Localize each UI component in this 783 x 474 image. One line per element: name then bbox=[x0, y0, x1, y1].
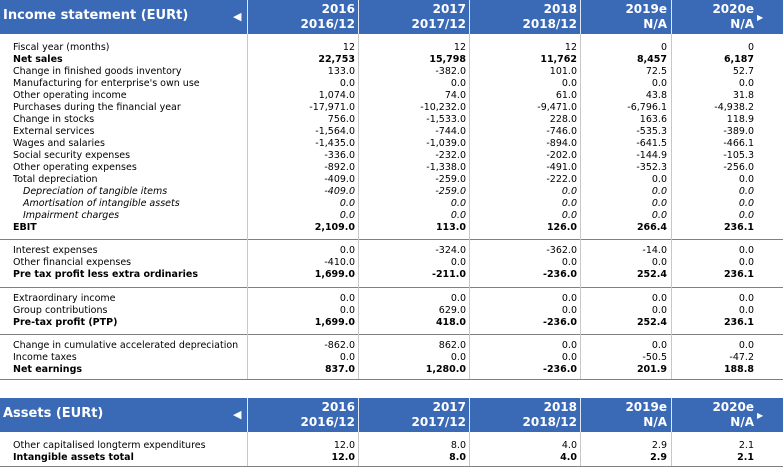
cell-value: -410.0 bbox=[324, 257, 355, 268]
cell-value: -9,471.0 bbox=[537, 102, 577, 113]
arrow-left-icon[interactable]: ◀ bbox=[233, 408, 242, 421]
cell-value: 0.0 bbox=[561, 352, 577, 363]
cell-value: 0.0 bbox=[450, 78, 466, 89]
row-label: Other operating income bbox=[13, 90, 127, 101]
assets-title: Assets (EURt) bbox=[3, 406, 104, 421]
table-row bbox=[0, 245, 783, 257]
cell-value: 126.0 bbox=[546, 222, 577, 233]
cell-value: 0.0 bbox=[738, 305, 754, 316]
header-divider bbox=[247, 398, 248, 432]
cell-value: 133.0 bbox=[327, 66, 355, 77]
cell-value: -4,938.2 bbox=[714, 102, 754, 113]
income-group-3 bbox=[0, 340, 783, 376]
table-row bbox=[0, 317, 783, 329]
cell-value: 0.0 bbox=[561, 257, 577, 268]
column-divider bbox=[671, 34, 672, 379]
cell-value: 11,762 bbox=[540, 54, 577, 65]
table-row bbox=[0, 293, 783, 305]
cell-value: 0.0 bbox=[339, 293, 355, 304]
table-row bbox=[0, 222, 783, 234]
cell-value: -862.0 bbox=[324, 340, 355, 351]
row-label: Change in stocks bbox=[13, 114, 95, 125]
cell-value: 101.0 bbox=[549, 66, 577, 77]
cell-value: 0.0 bbox=[450, 352, 466, 363]
cell-value: -389.0 bbox=[723, 126, 754, 137]
cell-value: 0.0 bbox=[450, 257, 466, 268]
cell-value: 2.1 bbox=[738, 440, 754, 451]
cell-value: 228.0 bbox=[549, 114, 577, 125]
row-label: Purchases during the financial year bbox=[13, 102, 181, 113]
row-label: Depreciation of tangible items bbox=[23, 186, 168, 197]
section-divider bbox=[0, 334, 783, 335]
table-row bbox=[0, 162, 783, 174]
column-divider bbox=[247, 34, 248, 379]
column-divider bbox=[580, 432, 581, 466]
table-row bbox=[0, 440, 783, 452]
cell-value: 837.0 bbox=[324, 364, 355, 375]
cell-value: -491.0 bbox=[546, 162, 577, 173]
cell-value: 15,798 bbox=[429, 54, 466, 65]
cell-value: 31.8 bbox=[732, 90, 754, 101]
cell-value: 4.0 bbox=[560, 452, 577, 463]
cell-value: -236.0 bbox=[543, 364, 577, 375]
cell-value: -6,796.1 bbox=[627, 102, 667, 113]
cell-value: 8.0 bbox=[449, 452, 466, 463]
cell-value: 1,699.0 bbox=[314, 317, 355, 328]
income-statement-title: Income statement (EURt) bbox=[3, 8, 189, 23]
row-label: Income taxes bbox=[13, 352, 77, 363]
row-label: Other financial expenses bbox=[13, 257, 132, 268]
cell-value: 0.0 bbox=[738, 174, 754, 185]
column-header-1: 2017 2017/12 bbox=[411, 400, 466, 429]
cell-value: 629.0 bbox=[438, 305, 466, 316]
cell-value: -382.0 bbox=[435, 66, 466, 77]
header-divider bbox=[358, 0, 359, 34]
cell-value: -14.0 bbox=[642, 245, 667, 256]
column-header-4: 2020e N/A bbox=[712, 2, 754, 31]
cell-value: 0.0 bbox=[738, 257, 754, 268]
cell-value: -746.0 bbox=[546, 126, 577, 137]
cell-value: 0.0 bbox=[339, 245, 355, 256]
section-divider bbox=[0, 466, 783, 467]
row-label: Net sales bbox=[13, 54, 63, 65]
row-label: Pre-tax profit (PTP) bbox=[13, 317, 118, 328]
table-row bbox=[0, 78, 783, 90]
section-divider bbox=[0, 379, 783, 380]
cell-value: 163.6 bbox=[639, 114, 667, 125]
cell-value: 113.0 bbox=[435, 222, 466, 233]
table-row bbox=[0, 186, 783, 198]
column-header-3: 2019e N/A bbox=[625, 2, 667, 31]
row-label: Other operating expenses bbox=[13, 162, 137, 173]
column-divider bbox=[247, 432, 248, 466]
row-label: Amortisation of intangible assets bbox=[23, 198, 180, 209]
row-label: Other capitalised longterm expenditures bbox=[13, 440, 206, 451]
row-label: EBIT bbox=[13, 222, 37, 233]
cell-value: 236.1 bbox=[723, 269, 754, 280]
cell-value: 22,753 bbox=[318, 54, 355, 65]
cell-value: -259.0 bbox=[435, 174, 466, 185]
row-label: External services bbox=[13, 126, 95, 137]
cell-value: 0.0 bbox=[651, 174, 667, 185]
cell-value: 1,699.0 bbox=[314, 269, 355, 280]
cell-value: -1,564.0 bbox=[315, 126, 355, 137]
cell-value: -466.1 bbox=[723, 138, 754, 149]
table-row bbox=[0, 138, 783, 150]
cell-value: 0 bbox=[660, 42, 667, 53]
cell-value: -1,039.0 bbox=[426, 138, 466, 149]
cell-value: 0.0 bbox=[450, 293, 466, 304]
arrow-right-icon[interactable]: ▶ bbox=[757, 13, 764, 22]
cell-value: 252.4 bbox=[636, 269, 667, 280]
column-header-2: 2018 2018/12 bbox=[522, 2, 577, 31]
table-row bbox=[0, 90, 783, 102]
cell-value: 0.0 bbox=[651, 340, 667, 351]
cell-value: 236.1 bbox=[723, 317, 754, 328]
cell-value: -236.0 bbox=[543, 317, 577, 328]
cell-value: 12 bbox=[342, 42, 355, 53]
cell-value: -409.0 bbox=[324, 174, 355, 185]
cell-value: 2.9 bbox=[650, 452, 667, 463]
cell-value: 0 bbox=[747, 42, 754, 53]
cell-value: -222.0 bbox=[546, 174, 577, 185]
column-header-2: 2018 2018/12 bbox=[522, 400, 577, 429]
cell-value: -1,338.0 bbox=[426, 162, 466, 173]
cell-value: -1,435.0 bbox=[315, 138, 355, 149]
cell-value: 1,074.0 bbox=[318, 90, 355, 101]
cell-value: 118.9 bbox=[726, 114, 754, 125]
cell-value: 0.0 bbox=[651, 198, 667, 209]
cell-value: 52.7 bbox=[732, 66, 754, 77]
income-group-0 bbox=[0, 42, 783, 234]
cell-value: -211.0 bbox=[432, 269, 466, 280]
cell-value: -105.3 bbox=[723, 150, 754, 161]
column-header-4: 2020e N/A bbox=[712, 400, 754, 429]
row-label: Group contributions bbox=[13, 305, 108, 316]
cell-value: 188.8 bbox=[723, 364, 754, 375]
income-group-2 bbox=[0, 293, 783, 329]
cell-value: 4.0 bbox=[561, 440, 577, 451]
cell-value: -744.0 bbox=[435, 126, 466, 137]
table-row bbox=[0, 257, 783, 269]
row-label: Intangible assets total bbox=[13, 452, 134, 463]
column-divider bbox=[469, 432, 470, 466]
column-header-0: 2016 2016/12 bbox=[300, 400, 355, 429]
cell-value: -202.0 bbox=[546, 150, 577, 161]
cell-value: 0.0 bbox=[339, 198, 355, 209]
cell-value: 0.0 bbox=[738, 245, 754, 256]
cell-value: 72.5 bbox=[645, 66, 667, 77]
cell-value: 61.0 bbox=[555, 90, 577, 101]
row-label: Extraordinary income bbox=[13, 293, 116, 304]
cell-value: -1,533.0 bbox=[426, 114, 466, 125]
cell-value: 0.0 bbox=[651, 257, 667, 268]
cell-value: 12 bbox=[564, 42, 577, 53]
cell-value: -236.0 bbox=[543, 269, 577, 280]
cell-value: 0.0 bbox=[738, 78, 754, 89]
section-divider bbox=[0, 239, 783, 240]
income-group-1 bbox=[0, 245, 783, 281]
cell-value: 0.0 bbox=[738, 198, 754, 209]
table-row bbox=[0, 269, 783, 281]
row-label: Social security expenses bbox=[13, 150, 131, 161]
row-label: Change in finished goods inventory bbox=[13, 66, 182, 77]
cell-value: -641.5 bbox=[636, 138, 667, 149]
row-label: Wages and salaries bbox=[13, 138, 105, 149]
row-label: Change in cumulative accelerated depreciation bbox=[13, 340, 239, 351]
cell-value: 1,280.0 bbox=[425, 364, 466, 375]
cell-value: 0.0 bbox=[450, 210, 466, 221]
column-divider bbox=[671, 432, 672, 466]
cell-value: 6,187 bbox=[723, 54, 754, 65]
cell-value: 8.0 bbox=[450, 440, 466, 451]
cell-value: -17,971.0 bbox=[309, 102, 355, 113]
cell-value: 12.0 bbox=[331, 452, 355, 463]
assets-header bbox=[0, 398, 783, 432]
cell-value: -892.0 bbox=[324, 162, 355, 173]
table-row bbox=[0, 352, 783, 364]
cell-value: -144.9 bbox=[636, 150, 667, 161]
cell-value: 0.0 bbox=[339, 78, 355, 89]
cell-value: -47.2 bbox=[729, 352, 754, 363]
cell-value: 0.0 bbox=[738, 210, 754, 221]
cell-value: 0.0 bbox=[561, 305, 577, 316]
column-header-3: 2019e N/A bbox=[625, 400, 667, 429]
cell-value: 74.0 bbox=[444, 90, 466, 101]
cell-value: 0.0 bbox=[561, 186, 577, 197]
cell-value: -256.0 bbox=[723, 162, 754, 173]
table-row bbox=[0, 198, 783, 210]
cell-value: 12 bbox=[453, 42, 466, 53]
cell-value: 0.0 bbox=[651, 305, 667, 316]
row-label: Total depreciation bbox=[13, 174, 98, 185]
table-row bbox=[0, 210, 783, 222]
table-row bbox=[0, 340, 783, 352]
cell-value: 266.4 bbox=[636, 222, 667, 233]
cell-value: 43.8 bbox=[645, 90, 667, 101]
cell-value: -362.0 bbox=[546, 245, 577, 256]
column-divider bbox=[358, 34, 359, 379]
header-divider bbox=[469, 0, 470, 34]
table-row bbox=[0, 364, 783, 376]
cell-value: 0.0 bbox=[738, 293, 754, 304]
column-header-1: 2017 2017/12 bbox=[411, 2, 466, 31]
cell-value: 12.0 bbox=[333, 440, 355, 451]
cell-value: -10,232.0 bbox=[420, 102, 466, 113]
cell-value: 0.0 bbox=[651, 186, 667, 197]
column-header-0: 2016 2016/12 bbox=[300, 2, 355, 31]
row-label: Interest expenses bbox=[13, 245, 98, 256]
cell-value: 2.1 bbox=[737, 452, 754, 463]
cell-value: 201.9 bbox=[636, 364, 667, 375]
cell-value: -894.0 bbox=[546, 138, 577, 149]
table-row bbox=[0, 66, 783, 78]
table-row bbox=[0, 126, 783, 138]
row-label: Manufacturing for enterprise's own use bbox=[13, 78, 200, 89]
income-statement-header bbox=[0, 0, 783, 34]
table-row bbox=[0, 452, 783, 464]
cell-value: -409.0 bbox=[324, 186, 355, 197]
section-divider bbox=[0, 287, 783, 288]
table-row bbox=[0, 305, 783, 317]
table-row bbox=[0, 102, 783, 114]
cell-value: 0.0 bbox=[738, 340, 754, 351]
cell-value: 0.0 bbox=[738, 186, 754, 197]
cell-value: -535.3 bbox=[636, 126, 667, 137]
cell-value: 0.0 bbox=[561, 78, 577, 89]
cell-value: 0.0 bbox=[561, 198, 577, 209]
column-divider bbox=[580, 34, 581, 379]
cell-value: 0.0 bbox=[651, 210, 667, 221]
cell-value: 0.0 bbox=[561, 210, 577, 221]
arrow-left-icon[interactable]: ◀ bbox=[233, 10, 242, 23]
row-label: Fiscal year (months) bbox=[13, 42, 110, 53]
cell-value: -336.0 bbox=[324, 150, 355, 161]
row-label: Pre tax profit less extra ordinaries bbox=[13, 269, 198, 280]
cell-value: -259.0 bbox=[435, 186, 466, 197]
cell-value: -232.0 bbox=[435, 150, 466, 161]
cell-value: -50.5 bbox=[642, 352, 667, 363]
row-label: Impairment charges bbox=[23, 210, 120, 221]
table-row bbox=[0, 150, 783, 162]
header-divider bbox=[469, 398, 470, 432]
cell-value: -324.0 bbox=[435, 245, 466, 256]
column-divider bbox=[358, 432, 359, 466]
cell-value: 756.0 bbox=[327, 114, 355, 125]
cell-value: 252.4 bbox=[636, 317, 667, 328]
cell-value: 8,457 bbox=[636, 54, 667, 65]
row-label: Net earnings bbox=[13, 364, 83, 375]
cell-value: -352.3 bbox=[636, 162, 667, 173]
cell-value: 0.0 bbox=[651, 293, 667, 304]
cell-value: 2,109.0 bbox=[314, 222, 355, 233]
column-divider bbox=[469, 34, 470, 379]
table-row bbox=[0, 114, 783, 126]
cell-value: 236.1 bbox=[723, 222, 754, 233]
cell-value: 0.0 bbox=[651, 78, 667, 89]
cell-value: 0.0 bbox=[561, 293, 577, 304]
cell-value: 0.0 bbox=[339, 210, 355, 221]
cell-value: 862.0 bbox=[438, 340, 466, 351]
cell-value: 0.0 bbox=[339, 305, 355, 316]
cell-value: 2.9 bbox=[651, 440, 667, 451]
table-row bbox=[0, 174, 783, 186]
table-row bbox=[0, 42, 783, 54]
assets-group-0 bbox=[0, 440, 783, 464]
table-row bbox=[0, 54, 783, 66]
cell-value: 0.0 bbox=[450, 198, 466, 209]
arrow-right-icon[interactable]: ▶ bbox=[757, 411, 764, 420]
header-divider bbox=[247, 0, 248, 34]
header-divider bbox=[358, 398, 359, 432]
cell-value: 0.0 bbox=[561, 340, 577, 351]
cell-value: 0.0 bbox=[339, 352, 355, 363]
cell-value: 418.0 bbox=[435, 317, 466, 328]
